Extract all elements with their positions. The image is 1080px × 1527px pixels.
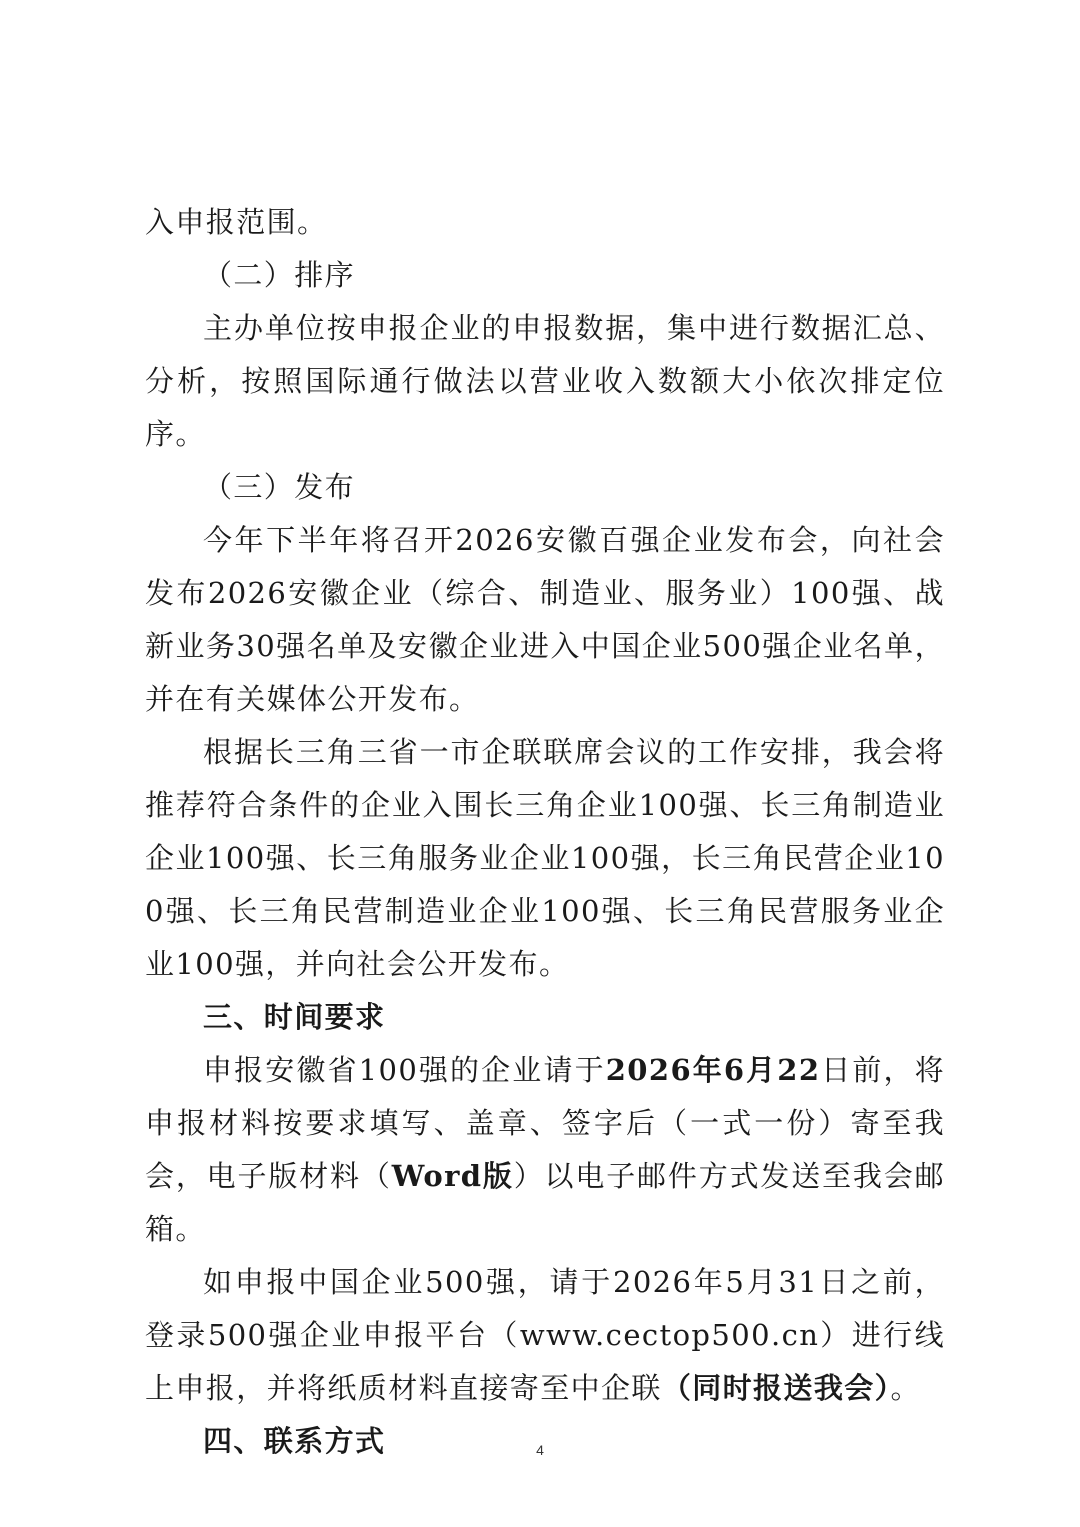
china500-suffix: 。: [890, 1371, 921, 1405]
paragraph-ranking: 主办单位按申报企业的申报数据，集中进行数据汇总、分析，按照国际通行做法以营业收入数额大小依次排定位序。: [145, 311, 945, 451]
deadline-prefix: 申报安徽省100强的企业请于: [203, 1053, 606, 1087]
china500-prefix: 如申报中国企业500强，请于2026年5月31日之前，登录500强企业申报平台（www.cectop500.cn）进行线上申报，并将纸质材料直接寄至中企联: [145, 1265, 945, 1405]
china500-note: （同时报送我会）: [661, 1371, 891, 1405]
paragraph-publish: 今年下半年将召开2026安徽百强企业发布会，向社会发布2026安徽企业（综合、制造业、服务业）100强、战新业务30强名单及安徽企业进入中国企业500强企业名单，并在有关媒体公开发布。: [145, 523, 945, 716]
heading-time-requirements: 三、时间要求: [203, 1000, 386, 1034]
paragraph-continuation: 入申报范围。: [145, 205, 328, 239]
paragraph-yangtze-delta: 根据长三角三省一市企联联席会议的工作安排，我会将推荐符合条件的企业入围长三角企业100强、长三角制造业企业100强、长三角服务业企业100强，长三角民营企业100强、长三角民营制造业企业100强、长三角民营服务业企业100强，并向社会公开发布。: [145, 735, 945, 981]
word-version-label: Word版: [391, 1159, 514, 1193]
paragraph-deadline-anhui: [145, 1044, 945, 1256]
subheading-publish: （三）发布: [203, 470, 356, 504]
document-body: [145, 196, 945, 1468]
subheading-ranking: （二）排序: [203, 258, 356, 292]
deadline-date: 2026年6月22: [605, 1053, 821, 1087]
deadline-suffix: ）以电子邮件方式发送至我会邮箱。: [145, 1159, 946, 1246]
deadline-middle: 日前，将申报材料按要求填写、盖章、签字后（一式一份）寄至我会，电子版材料（: [145, 1053, 945, 1193]
paragraph-deadline-china500: [145, 1256, 945, 1415]
heading-contact: 四、联系方式: [203, 1424, 386, 1458]
page-number: 4: [536, 1442, 544, 1458]
